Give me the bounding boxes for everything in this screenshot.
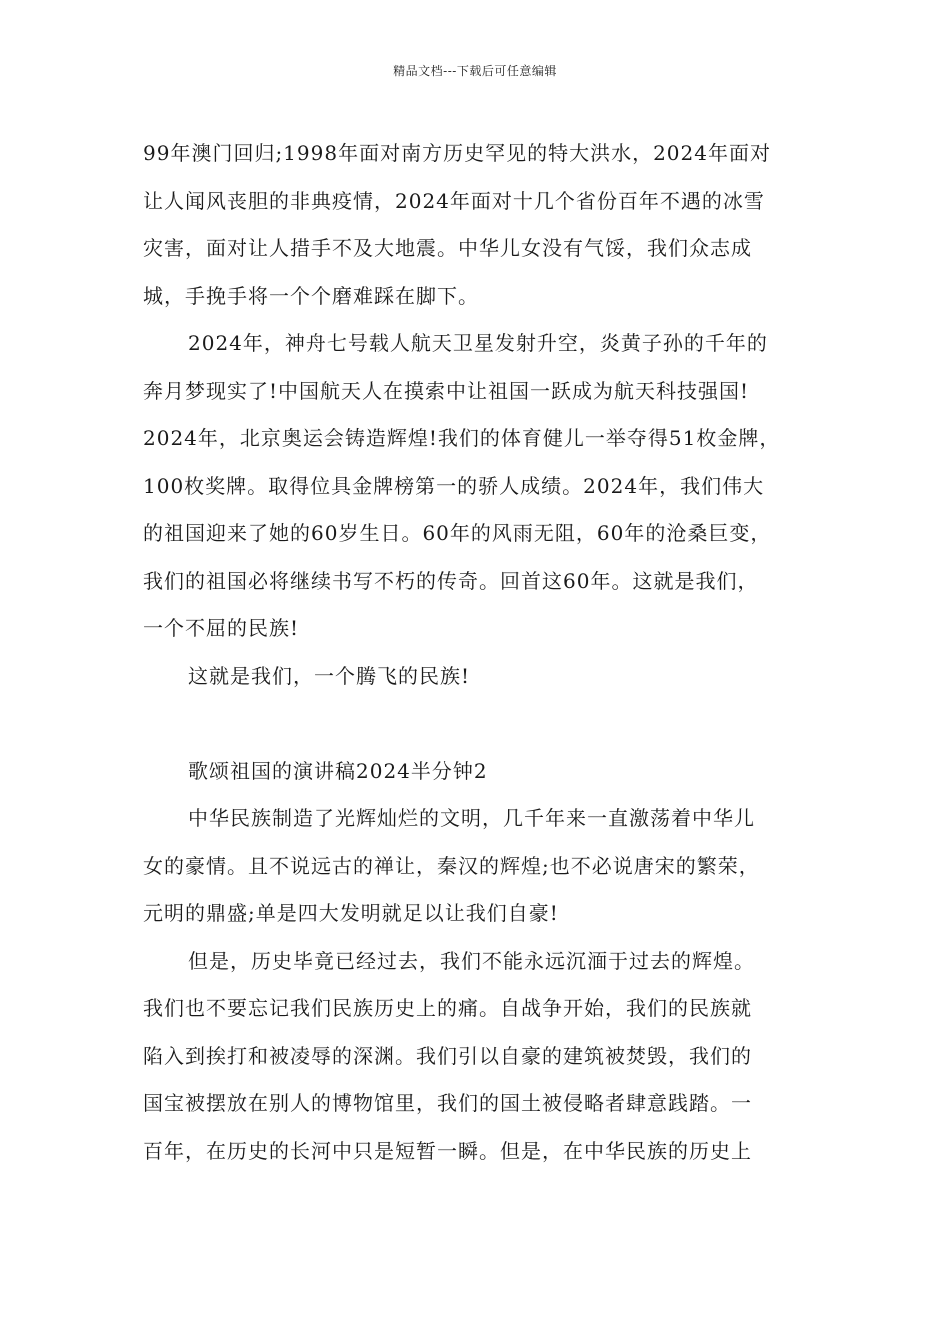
text-line: 女的豪情。且不说远古的禅让，秦汉的辉煌;也不必说唐宋的繁荣， [143,853,760,878]
text-line: 国宝被摆放在别人的博物馆里，我们的国土被侵略者肆意践踏。一 [143,1091,752,1115]
blank-line [143,700,811,748]
document-body [143,130,811,1175]
text-line: 元明的鼎盛;单是四大发明就足以让我们自豪! [143,901,559,925]
paragraph-start-line: 但是，历史毕竟已经过去，我们不能永远沉湎于过去的辉煌。 [188,948,755,973]
paragraph-start-line: 2024年，神舟七号载人航天卫星发射升空，炎黄子孙的千年的 [188,331,768,355]
text-line: 的祖国迎来了她的60岁生日。60年的风雨无阻，60年的沧桑巨变， [143,521,772,545]
text-line: 百年，在历史的长河中只是短暂一瞬。但是，在中华民族的历史上 [143,1138,752,1163]
text-line: 99年澳门回归;1998年面对南方历史罕见的特大洪水，2024年面对 [143,141,771,165]
text-line: 一个不屈的民族! [143,616,300,640]
paragraph-start-line: 中华民族制造了光辉灿烂的文明，几千年来一直激荡着中华儿 [188,806,755,830]
text-line: 2024年，北京奥运会铸造辉煌!我们的体育健儿一举夺得51枚金牌， [143,426,781,450]
section-heading: 歌颂祖国的演讲稿2024半分钟2 [188,758,488,783]
paragraph-start-line: 这就是我们，一个腾飞的民族! [188,663,471,688]
text-line: 城，手挽手将一个个磨难踩在脚下。 [143,283,479,308]
text-line: 奔月梦现实了!中国航天人在摸索中让祖国一跃成为航天科技强国! [143,378,750,403]
text-line: 让人闻风丧胆的非典疫情，2024年面对十几个省份百年不遇的冰雪 [143,188,765,213]
text-line: 陷入到挨打和被凌辱的深渊。我们引以自豪的建筑被焚毁，我们的 [143,1043,752,1068]
text-line: 我们也不要忘记我们民族历史上的痛。自战争开始，我们的民族就 [143,996,752,1020]
text-line: 我们的祖国必将继续书写不朽的传奇。回首这60年。这就是我们， [143,568,759,593]
text-line: 100枚奖牌。取得位具金牌榜第一的骄人成绩。2024年，我们伟大 [143,473,765,498]
page-header: 精品文档---下载后可任意编辑 [393,64,557,78]
text-line: 灾害，面对让人措手不及大地震。中华儿女没有气馁，我们众志成 [143,236,752,260]
